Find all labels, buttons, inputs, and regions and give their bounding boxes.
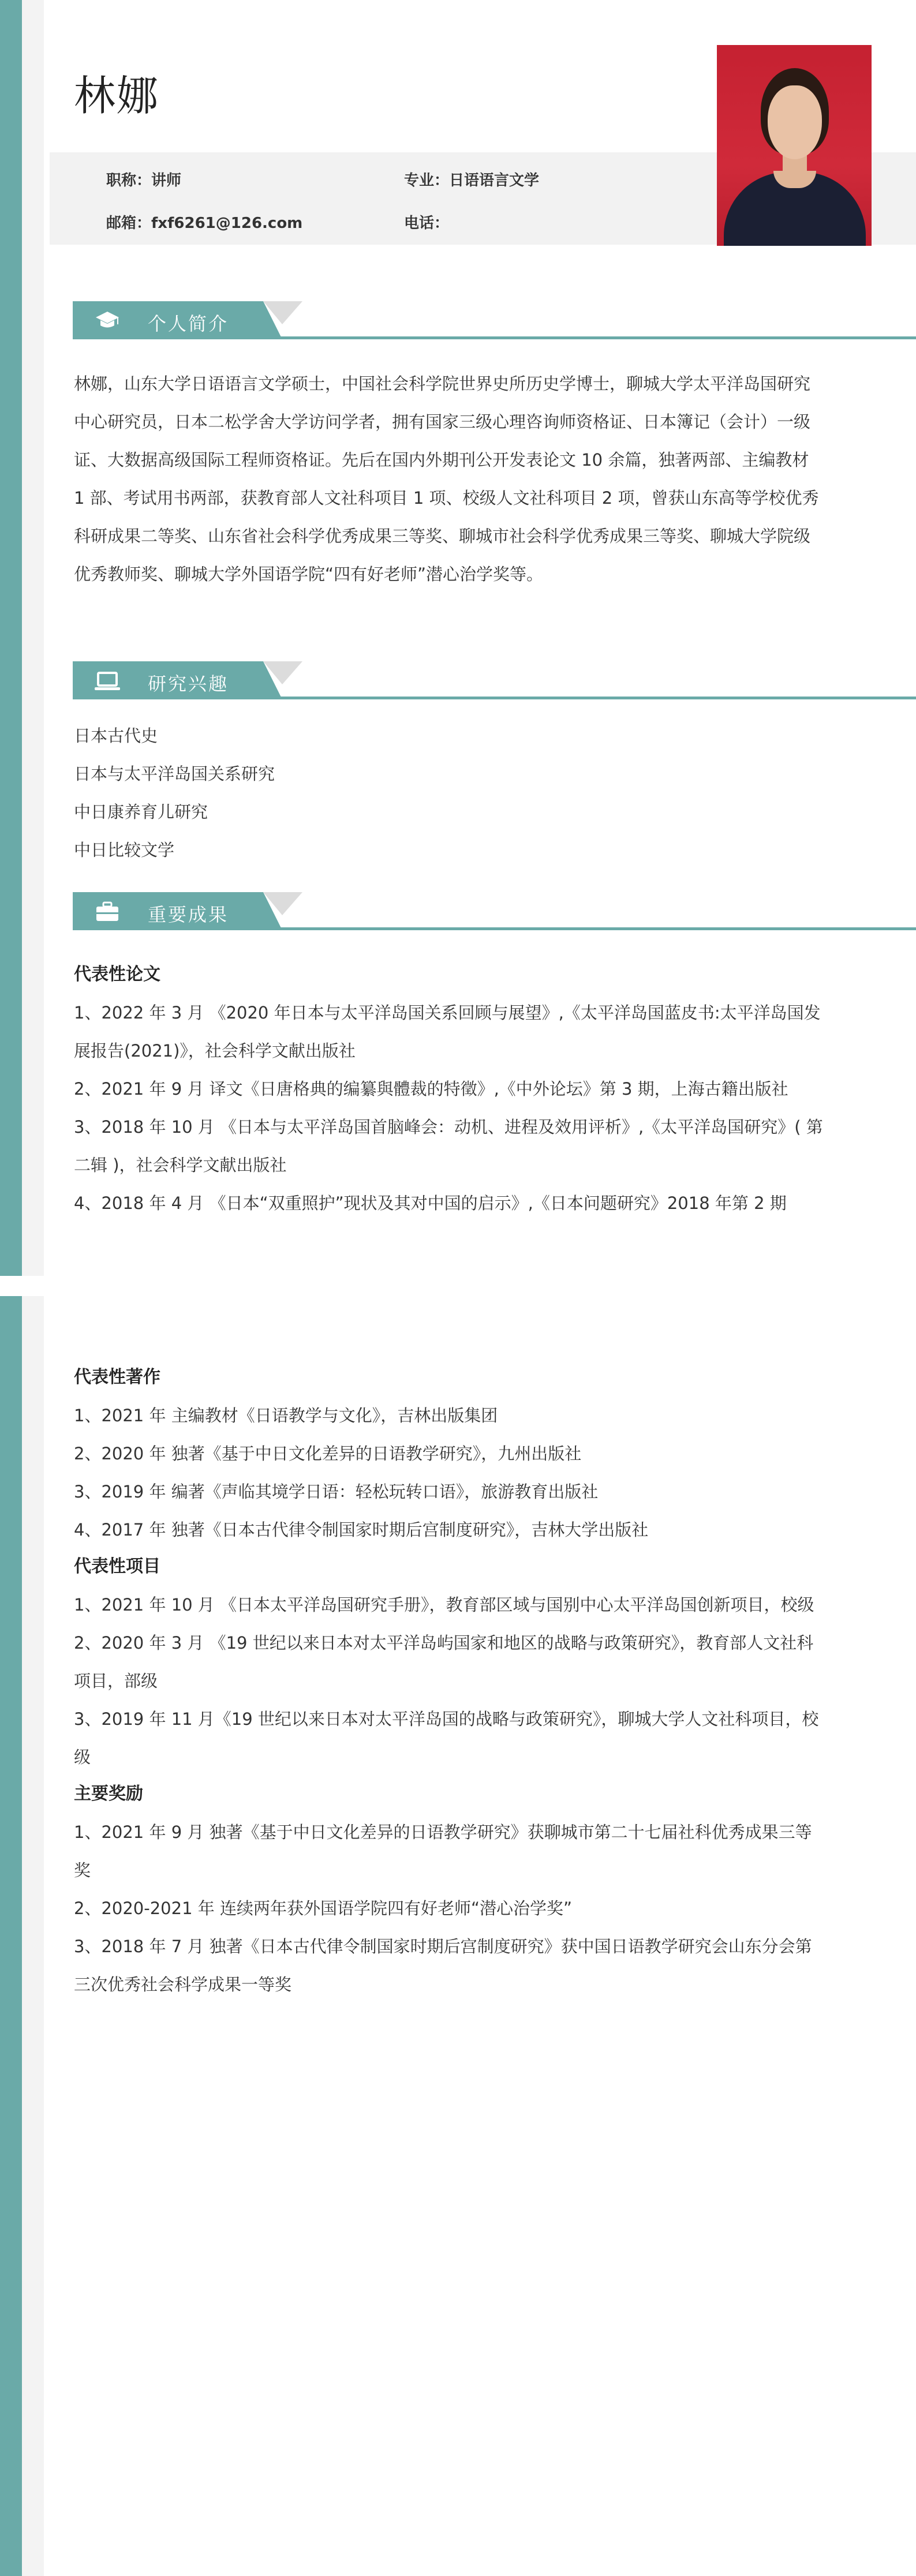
interest-item: 中日康养育儿研究 bbox=[74, 802, 208, 822]
project-line: 级 bbox=[74, 1747, 91, 1767]
award-line: 三次优秀社会科学成果一等奖 bbox=[74, 1975, 292, 1994]
book-line: 2、2020 年 独著《基于中日文化差异的日语教学研究》，九州出版社 bbox=[74, 1444, 582, 1463]
section-header-intro bbox=[73, 301, 916, 339]
person-name: 林娜 bbox=[74, 72, 160, 120]
resume-page-2 bbox=[0, 1296, 916, 2576]
book-line: 1、2021 年 主编教材《日语教学与文化》，吉林出版集团 bbox=[74, 1406, 498, 1425]
papers-subheading: 代表性论文 bbox=[74, 964, 160, 984]
books-subheading: 代表性著作 bbox=[74, 1367, 160, 1387]
section-title-achievements: 重要成果 bbox=[148, 904, 229, 926]
intro-line: 1 部、考试用书两部，获教育部人文社科项目 1 项、校级人文社科项目 2 项，曾获山东高等学校优秀 bbox=[74, 488, 819, 508]
phone: 电话： bbox=[404, 215, 450, 232]
major: 专业：日语语言文学 bbox=[404, 172, 540, 189]
job-title: 职称：讲师 bbox=[106, 172, 182, 189]
projects-subheading: 代表性项目 bbox=[74, 1556, 160, 1577]
email: 邮箱：fxf6261@126.com bbox=[106, 215, 303, 232]
intro-line: 优秀教师奖、聊城大学外国语学院“四有好老师”潜心治学奖等。 bbox=[74, 564, 544, 584]
book-line: 3、2019 年 编著《声临其境学日语：轻松玩转口语》，旅游教育出版社 bbox=[74, 1482, 599, 1502]
paper-line: 1、2022 年 3 月 《2020 年日本与太平洋岛国关系回顾与展望》,《太平洋岛国蓝皮书:太平洋岛国发 bbox=[74, 1003, 821, 1023]
paper-line: 3、2018 年 10 月 《日本与太平洋岛国首脑峰会：动机、进程及效用评析》,《太平洋岛国研究》( 第 bbox=[74, 1117, 823, 1137]
paper-line: 展报告(2021)》，社会科学文献出版社 bbox=[74, 1041, 356, 1061]
award-line: 奖 bbox=[74, 1860, 91, 1880]
paper-line: 2、2021 年 9 月 译文《日唐格典的编纂與體裁的特徵》,《中外论坛》第 3 期，上海古籍出版社 bbox=[74, 1079, 788, 1099]
intro-line: 林娜，山东大学日语语言文学硕士，中国社会科学院世界史所历史学博士，聊城大学太平洋岛国研究 bbox=[74, 374, 811, 394]
side-grey-bar bbox=[22, 1296, 44, 2576]
briefcase-icon bbox=[95, 901, 120, 922]
resume-page-1 bbox=[0, 0, 916, 1276]
interest-item: 日本古代史 bbox=[74, 726, 158, 746]
profile-photo bbox=[717, 45, 872, 246]
paper-line: 二辑 )，社会科学文献出版社 bbox=[74, 1155, 287, 1175]
graduation-cap-icon bbox=[95, 310, 120, 331]
side-accent-bar bbox=[0, 1296, 22, 2576]
side-accent-bar bbox=[0, 0, 22, 1276]
awards-subheading: 主要奖励 bbox=[74, 1784, 143, 1804]
interest-item: 日本与太平洋岛国关系研究 bbox=[74, 764, 275, 784]
interest-item: 中日比较文学 bbox=[74, 840, 175, 860]
paper-line: 4、2018 年 4 月 《日本“双重照护”现状及其对中国的启示》,《日本问题研究》2018 年第 2 期 bbox=[74, 1193, 787, 1213]
laptop-icon bbox=[95, 671, 120, 691]
section-header-interests bbox=[73, 661, 916, 699]
side-grey-bar bbox=[22, 0, 44, 1276]
project-line: 项目，部级 bbox=[74, 1671, 158, 1691]
project-line: 2、2020 年 3 月 《19 世纪以来日本对太平洋岛屿国家和地区的战略与政策研究》，教育部人文社科 bbox=[74, 1633, 814, 1653]
award-line: 1、2021 年 9 月 独著《基于中日文化差异的日语教学研究》获聊城市第二十七届社科优秀成果三等 bbox=[74, 1822, 812, 1842]
project-line: 1、2021 年 10 月 《日本太平洋岛国研究手册》，教育部区域与国别中心太平洋岛国创新项目，校级 bbox=[74, 1595, 814, 1615]
intro-line: 证、大数据高级国际工程师资格证。先后在国内外期刊公开发表论文 10 余篇，独著两部、主编教材 bbox=[74, 450, 809, 470]
section-title-interests: 研究兴趣 bbox=[148, 673, 229, 695]
award-line: 3、2018 年 7 月 独著《日本古代律令制国家时期后宫制度研究》获中国日语教学研究会山东分会第 bbox=[74, 1937, 812, 1956]
book-line: 4、2017 年 独著《日本古代律令制国家时期后宫制度研究》，吉林大学出版社 bbox=[74, 1520, 649, 1540]
intro-line: 中心研究员，日本二松学舍大学访问学者，拥有国家三级心理咨询师资格证、日本簿记（会计）一级 bbox=[74, 412, 811, 432]
intro-line: 科研成果二等奖、山东省社会科学优秀成果三等奖、聊城市社会科学优秀成果三等奖、聊城大学院级 bbox=[74, 526, 811, 546]
section-title-intro: 个人简介 bbox=[148, 313, 229, 335]
award-line: 2、2020-2021 年 连续两年获外国语学院四有好老师“潜心治学奖” bbox=[74, 1899, 573, 1918]
project-line: 3、2019 年 11 月《19 世纪以来日本对太平洋岛国的战略与政策研究》，聊城大学人文社科项目，校 bbox=[74, 1709, 819, 1729]
section-header-achievements bbox=[73, 892, 916, 930]
